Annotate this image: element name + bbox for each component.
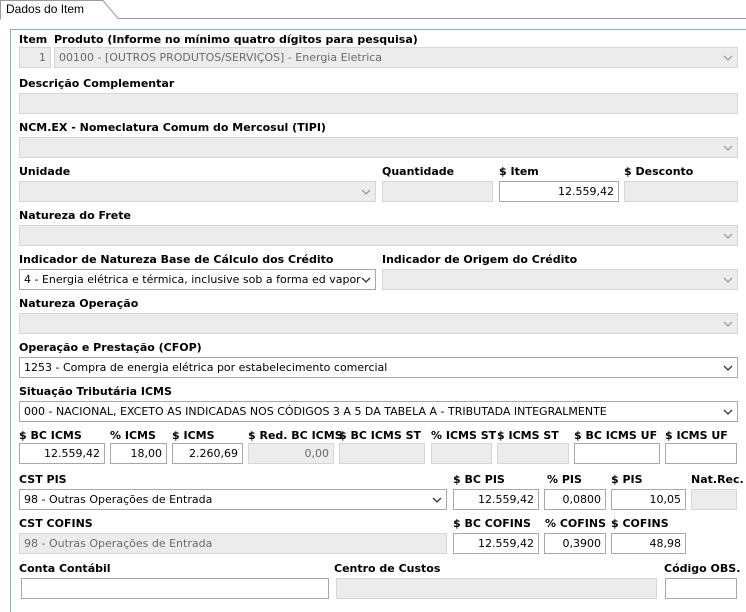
pct-icms-st-label: % ICMS ST	[431, 429, 497, 442]
pis-label: $ PIS	[611, 473, 643, 486]
ind-natureza-bc-select[interactable]	[19, 269, 376, 290]
icms-uf-label: $ ICMS UF	[665, 429, 728, 442]
bc-icms-label: $ BC ICMS	[19, 429, 82, 442]
codigo-obs-label: Código OBS.	[664, 562, 741, 575]
pct-cofins-field[interactable]: 0,3900	[544, 533, 606, 554]
cst-pis-select[interactable]	[19, 489, 447, 510]
chevron-down-icon	[722, 270, 734, 289]
pct-pis-label: % PIS	[547, 473, 582, 486]
produto-value: 00100 - [OUTROS PRODUTOS/SERVIÇOS] - Energia Eletrica	[59, 51, 383, 64]
bc-icms-uf-field[interactable]	[574, 443, 660, 464]
tab-bar	[0, 0, 746, 20]
icms-st-field[interactable]	[497, 443, 569, 464]
desconto-field[interactable]	[624, 181, 738, 202]
chevron-down-icon	[722, 358, 734, 377]
sit-trib-icms-label: Situação Tributária ICMS	[19, 385, 172, 398]
item-label: Item	[19, 33, 48, 46]
natureza-operacao-label: Natureza Operação	[19, 297, 139, 310]
chevron-down-icon	[722, 226, 734, 245]
unidade-select[interactable]	[19, 181, 376, 202]
cst-pis-label: CST PIS	[19, 473, 67, 486]
natureza-frete-select[interactable]	[19, 225, 738, 246]
conta-contabil-field[interactable]	[21, 578, 329, 599]
cst-cofins-field[interactable]: 98 - Outras Operações de Entrada	[19, 533, 447, 554]
chevron-down-icon	[722, 48, 734, 67]
conta-contabil-label: Conta Contábil	[19, 562, 111, 575]
valor-item-label: $ Item	[499, 165, 539, 178]
centro-custos-label: Centro de Custos	[334, 562, 441, 575]
red-bc-icms-label: $ Red. BC ICMS	[248, 429, 343, 442]
cst-pis-value: 98 - Outras Operações de Entrada	[24, 493, 213, 506]
chevron-down-icon	[431, 490, 443, 509]
chevron-down-icon	[722, 402, 734, 421]
bc-icms-st-label: $ BC ICMS ST	[339, 429, 422, 442]
cofins-field[interactable]: 48,98	[611, 533, 686, 554]
codigo-obs-field[interactable]	[665, 578, 737, 599]
cfop-select[interactable]	[19, 357, 738, 378]
cst-cofins-label: CST COFINS	[19, 517, 93, 530]
icms-st-label: $ ICMS ST	[497, 429, 559, 442]
chevron-down-icon	[722, 314, 734, 333]
quantidade-label: Quantidade	[382, 165, 455, 178]
chevron-down-icon	[360, 270, 372, 289]
ncm-label: NCM.EX - Nomeclatura Comum do Mercosul (TIPI)	[19, 121, 326, 134]
natureza-operacao-select[interactable]	[19, 313, 738, 334]
pct-icms-label: % ICMS	[110, 429, 156, 442]
unidade-label: Unidade	[19, 165, 71, 178]
bc-icms-st-field[interactable]	[339, 443, 425, 464]
ind-natureza-bc-label: Indicador de Natureza Base de Cálculo dos Crédito	[19, 253, 334, 266]
cofins-label: $ COFINS	[611, 517, 669, 530]
produto-label: Produto (Informe no mínimo quatro dígitos para pesquisa)	[54, 33, 418, 46]
pct-pis-field[interactable]: 0,0800	[544, 489, 606, 510]
nat-rec-label: Nat.Rec.	[691, 473, 744, 486]
red-bc-icms-field[interactable]: 0,00	[248, 443, 334, 464]
pis-field[interactable]: 10,05	[611, 489, 686, 510]
centro-custos-field[interactable]	[336, 578, 657, 599]
bc-icms-uf-label: $ BC ICMS UF	[574, 429, 658, 442]
bc-pis-field[interactable]: 12.559,42	[453, 489, 539, 510]
pct-cofins-label: % COFINS	[545, 517, 607, 530]
nat-rec-field[interactable]	[691, 489, 737, 510]
sit-trib-icms-select[interactable]	[19, 401, 738, 422]
bc-cofins-field[interactable]: 12.559,42	[453, 533, 539, 554]
quantidade-field[interactable]	[382, 181, 493, 202]
ind-origem-credito-label: Indicador de Origem do Crédito	[382, 253, 578, 266]
descricao-field[interactable]	[19, 93, 738, 114]
ncm-select[interactable]	[19, 137, 738, 158]
ind-natureza-bc-value: 4 - Energia elétrica e térmica, inclusive sob a forma ed vapor	[24, 273, 361, 286]
valor-item-field[interactable]: 12.559,42	[499, 181, 619, 202]
chevron-down-icon	[360, 182, 372, 201]
icms-label: $ ICMS	[172, 429, 215, 442]
item-field: 1	[19, 47, 51, 68]
pct-icms-st-field[interactable]	[431, 443, 492, 464]
descricao-label: Descrição Complementar	[19, 77, 175, 90]
cfop-value: 1253 - Compra de energia elétrica por estabelecimento comercial	[24, 361, 388, 374]
bc-cofins-label: $ BC COFINS	[453, 517, 531, 530]
bc-icms-field[interactable]: 12.559,42	[19, 443, 105, 464]
natureza-frete-label: Natureza do Frete	[19, 209, 131, 222]
produto-select[interactable]	[54, 47, 738, 68]
ind-origem-credito-select[interactable]	[382, 269, 738, 290]
chevron-down-icon	[722, 138, 734, 157]
sit-trib-icms-value: 000 - NACIONAL, EXCETO AS INDICADAS NOS CÓDIGOS 3 A 5 DA TABELA A - TRIBUTADA INTEGRALMENTE	[24, 405, 607, 418]
icms-field[interactable]: 2.260,69	[172, 443, 243, 464]
tab-dados-do-item[interactable]: Dados do Item	[6, 2, 85, 16]
pct-icms-field[interactable]: 18,00	[110, 443, 167, 464]
cfop-label: Operação e Prestação (CFOP)	[19, 341, 202, 354]
tab-outline	[0, 0, 746, 20]
desconto-label: $ Desconto	[624, 165, 694, 178]
bc-pis-label: $ BC PIS	[453, 473, 505, 486]
icms-uf-field[interactable]	[665, 443, 737, 464]
